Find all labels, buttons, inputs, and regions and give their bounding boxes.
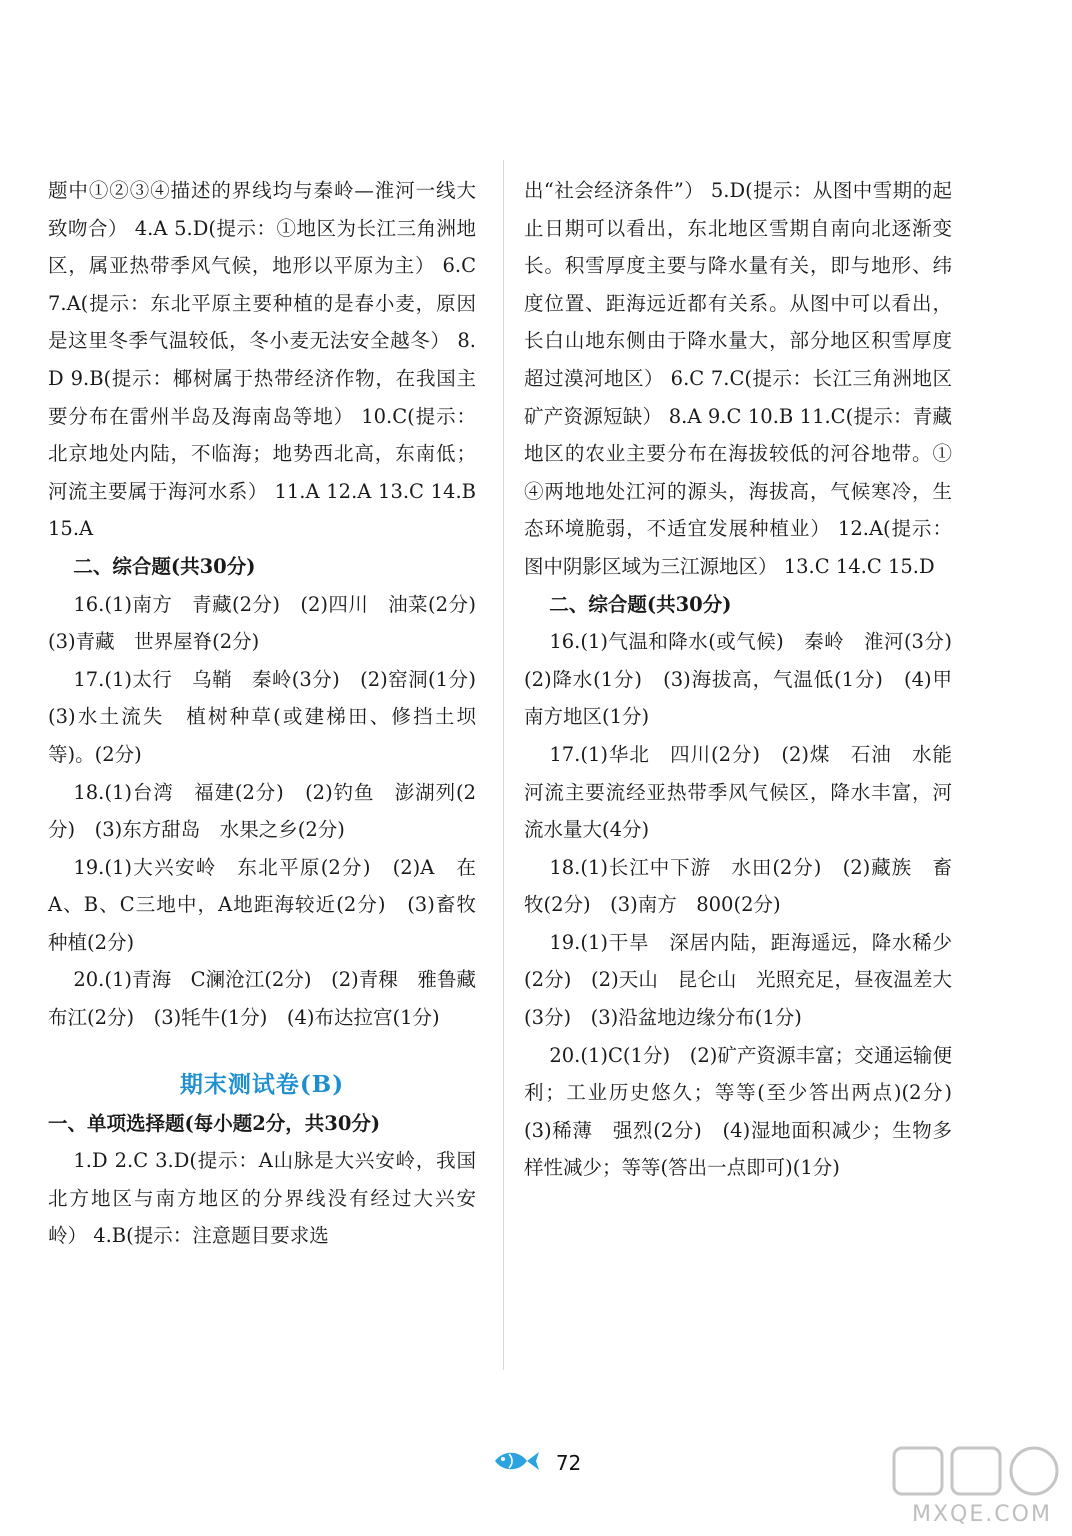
- page-number: 72: [555, 1451, 582, 1475]
- watermark-site: MXQE.COM: [912, 1502, 1052, 1527]
- section-title-comprehensive: 二、综合题(共30分): [549, 592, 732, 616]
- answer-paragraph: 20.(1)C(1分) (2)矿产资源丰富；交通运输便利；工业历史悠久；等等(至少答出两点)(2分) (3)稀薄 强烈(2分) (4)湿地面积减少；生物多样性减少；等等(答出一点即可)(1分): [524, 1043, 972, 1180]
- fish-icon: [491, 1448, 541, 1478]
- answer-paragraph: 18.(1)长江中下游 水田(2分) (2)藏族 畜牧(2分) (3)南方 800(2分): [524, 855, 952, 917]
- answer-paragraph: 20.(1)青海 C澜沧江(2分) (2)青稞 雅鲁藏布江(2分) (3)牦牛(1分) (4)布达拉宫(1分): [48, 968, 476, 1030]
- right-column: [524, 172, 972, 1187]
- answer-paragraph: 18.(1)台湾 福建(2分) (2)钓鱼 澎湖列(2分) (3)东方甜岛 水果之乡(2分): [48, 780, 476, 842]
- watermark: [888, 1440, 1064, 1530]
- section-heading: 期末测试卷(B): [179, 1070, 345, 1098]
- answer-paragraph: 出“社会经济条件”） 5.D(提示：从图中雪期的起止日期可以看出，东北地区雪期自南向北逐渐变长。积雪厚度主要与降水量有关，即与地形、纬度位置、距海远近都有关系。从图中可以看出，长白山地东侧由于降水量大，部分地区积雪厚度超过漠河地区） 6.C 7.C(提示：长江三角洲地区矿产资源短缺） 8.A 9.C 10.B 11.C(提示：青藏地区的农业主要分布在海拔较低的河谷地带。①④两地地处江河的源头，海拔高，气候寒冷，生态环境脆弱，不适宜发展种植业） 12.A(提示：图中阴影区域为三江源地区） 13.C 14.C 15.D: [524, 179, 952, 578]
- watermark-logo-icon: [888, 1440, 1064, 1500]
- answer-paragraph: 题中①②③④描述的界线均与秦岭—淮河一线大致吻合） 4.A 5.D(提示：①地区为长江三角洲地区，属亚热带季风气候，地形以平原为主） 6.C 7.A(提示：东北平原主要种植的是春小麦，原因是这里冬季气温较低，冬小麦无法安全越冬） 8.D 9.B(提示：椰树属于热带经济作物，在我国主要分布在雷州半岛及海南岛等地） 10.C(提示：北京地处内陆，不临海；地势西北高，东南低；河流主要属于海河水系） 11.A 12.A 13.C 14.B 15.A: [48, 179, 476, 541]
- answer-paragraph: 16.(1)气温和降水(或气候) 秦岭 淮河(3分) (2)降水(1分) (3)海拔高，气温低(1分) (4)甲南方地区(1分): [524, 630, 972, 729]
- answer-paragraph: 1.D 2.C 3.D(提示：A山脉是大兴安岭，我国北方地区与南方地区的分界线没有经过大兴安岭） 4.B(提示：注意题目要求选: [48, 1149, 476, 1248]
- left-column: [48, 172, 496, 1255]
- answer-paragraph: 17.(1)太行 乌鞘 秦岭(3分) (2)窑洞(1分) (3)水土流失 植树种草(或建梯田、修挡土坝等)。(2分): [48, 667, 496, 766]
- section-title-choice: 一、单项选择题(每小题2分，共30分): [48, 1111, 381, 1135]
- column-divider: [503, 160, 504, 1370]
- answer-paragraph: 16.(1)南方 青藏(2分) (2)四川 油菜(2分) (3)青藏 世界屋脊(2分): [48, 592, 496, 654]
- section-title-comprehensive: 二、综合题(共30分): [73, 554, 256, 578]
- answer-paragraph: 19.(1)干旱 深居内陆，距海遥远，降水稀少(2分) (2)天山 昆仑山 光照充足，昼夜温差大(3分) (3)沿盆地边缘分布(1分): [524, 930, 952, 1030]
- answer-paragraph: 17.(1)华北 四川(2分) (2)煤 石油 水能 河流主要流经亚热带季风气候区，降水丰富，河流水量大(4分): [524, 742, 972, 842]
- answer-paragraph: 19.(1)大兴安岭 东北平原(2分) (2)A 在A、B、C三地中，A地距海较近(2分) (3)畜牧 种植(2分): [48, 855, 496, 954]
